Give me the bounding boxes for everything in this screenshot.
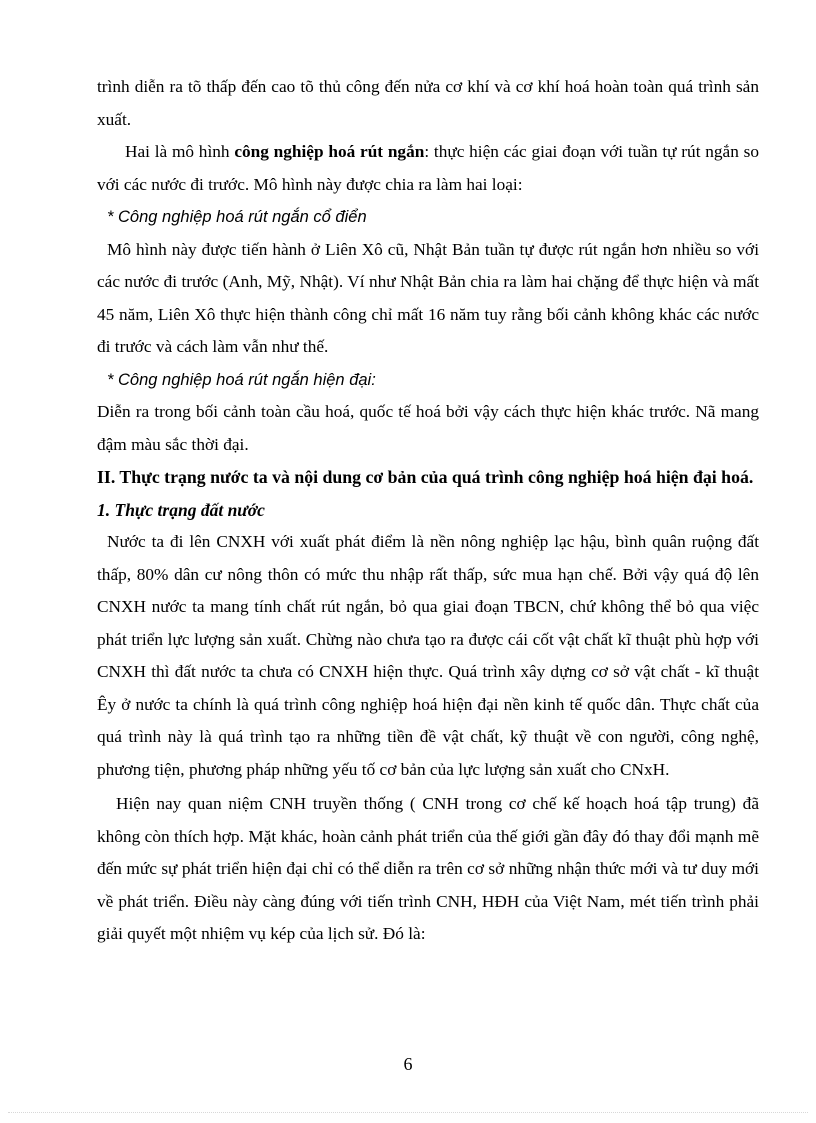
paragraph-2-lead: Hai là mô hình [125,142,235,161]
paragraph-8: Hiện nay quan niệm CNH truyền thống ( CNH trong cơ chế kế hoạch hoá tập trung) đã không còn thích hợp. Mặt khác, hoàn cảnh phát triển của thế giới gần đây đó thay đổi mạnh mẽ đến mức sự phát triển hiện đại chỉ có thể diễn ra trên cơ sở những nhận thức mới và tư duy mới về phát triển. Điều này càng đúng với tiến trình CNH, HĐH của Việt Nam, mét tiến trình phải giải quyết một nhiệm vụ kép của lịch sử. Đó là: [97,794,759,943]
paragraph-2-rest: : thực hiện các giai đoạn với tuần tự rút ngắn so với các nước đi trước. Mô hình này được chia ra làm hai loại: [97,142,759,194]
bullet-classic-model: * Công nghiệp hoá rút ngắn cổ điển [107,208,367,226]
bullet-modern-model: * Công nghiệp hoá rút ngắn hiện đại: [107,370,376,389]
paragraph-6: Diễn ra trong bối cảnh toàn cầu hoá, quốc tế hoá bởi vậy cách thực hiện khác trước. Nã mang đậm màu sắc thời đại. [97,402,759,454]
subheading-country-status: 1. Thực trạng đất nước [97,499,265,520]
paragraph-2 [97,136,759,201]
section-heading-ii: II. Thực trạng nước ta và nội dung cơ bản của quá trình công nghiệp hoá hiện đại hoá. [97,467,754,487]
page-body [97,71,759,951]
paragraph-1: trình diễn ra tõ thấp đến cao tõ thủ công đến nửa cơ khí và cơ khí hoá hoàn toàn quá trình sản xuất. [97,77,759,129]
paragraph-4: Mô hình này được tiến hành ở Liên Xô cũ, Nhật Bản tuần tự được rút ngắn hơn nhiều so với các nước đi trước (Anh, Mỹ, Nhật). Ví như Nhật Bản chia ra làm hai chặng để thực hiện và mất 45 năm, Liên Xô thực hiện thành công chỉ mất 16 năm tuy rằng bối cảnh không khác các nước đi trước và cách làm vẫn như thế. [97,239,759,356]
page-bottom-divider [8,1112,808,1113]
paragraph-7: Nước ta đi lên CNXH với xuất phát điểm là nền nông nghiệp lạc hậu, bình quân ruộng đất thấp, 80% dân cư nông thôn có mức thu nhập rất thấp, sức mua hạn chế. Bởi vậy quá độ lên CNXH nước ta mang tính chất rút ngắn, bỏ qua giai đoạn TBCN, chứ không thể bỏ qua việc phát triển lực lượng sản xuất. Chừng nào chưa tạo ra được cái cốt vật chất kĩ thuật phù hợp với CNXH thì đất nước ta chưa có CNXH hiện thực. Quá trình xây dựng cơ sở vật chất - kĩ thuật Êy ở nước ta chính là quá trình công nghiệp hoá hiện đại nền kinh tế quốc dân. Thực chất của quá trình này là quá trình tạo ra những tiền đề vật chất, kỹ thuật về con người, công nghệ, phương tiện, phương pháp những yếu tố cơ bản của lực lượng sản xuất cho CNxH. [97,532,759,779]
term-shortened-industrialization: công nghiệp hoá rút ngắn [234,142,425,161]
page-number: 6 [403,1054,413,1074]
